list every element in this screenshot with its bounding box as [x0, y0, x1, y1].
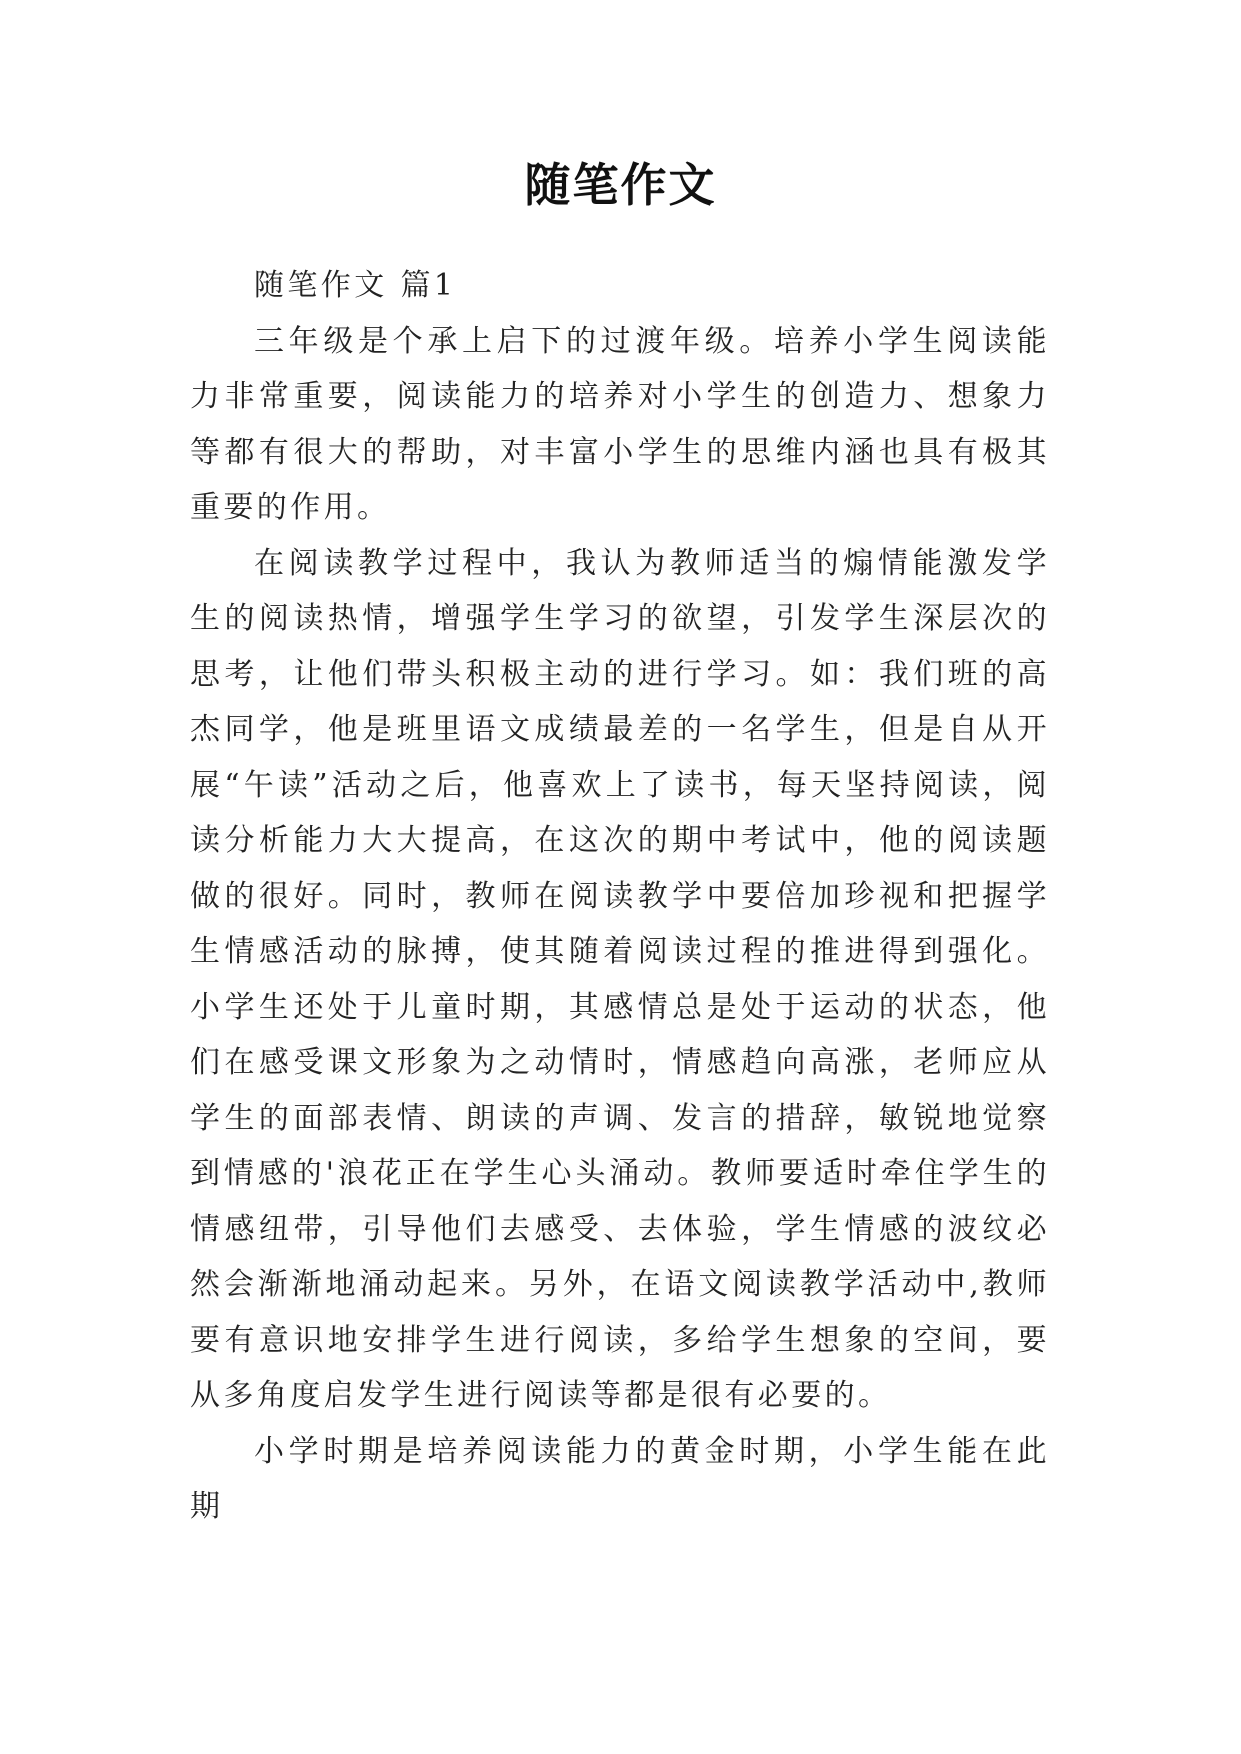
- document-title: 随笔作文: [524, 158, 717, 212]
- paragraph: 在阅读教学过程中，我认为教师适当的煽情能激发学生的阅读热情，增强学生学习的欲望，引发学生深层次的思考，让他们带头积极主动的进行学习。如：我们班的高杰同学，他是班里语文成绩最差的一名学生，但是自从开展“午读”活动之后，他喜欢上了读书，每天坚持阅读，阅读分析能力大大提高，在这次的期中考试中，他的阅读题做的很好。同时，教师在阅读教学中要倍加珍视和把握学生情感活动的脉搏，使其随着阅读过程的推进得到强化。小学生还处于儿童时期，其感情总是处于运动的状态，他们在感受课文形象为之动情时，情感趋向高涨，老师应从学生的面部表情、朗读的声调、发言的措辞，敏锐地觉察到情感的'浪花正在学生心头涌动。教师要适时牵住学生的情感纽带，引导他们去感受、去体验，学生情感的波纹必然会渐渐地涌动起来。另外，在语文阅读教学活动中,教师要有意识地安排学生进行阅读，多给学生想象的空间，要从多角度启发学生进行阅读等都是很有必要的。: [190, 545, 1050, 1413]
- paragraph: 三年级是个承上启下的过渡年级。培养小学生阅读能力非常重要，阅读能力的培养对小学生的创造力、想象力等都有很大的帮助，对丰富小学生的思维内涵也具有极其重要的作用。: [190, 323, 1050, 525]
- document-body: [190, 258, 1050, 1535]
- paragraph: 小学时期是培养阅读能力的黄金时期，小学生能在此期: [190, 1433, 1050, 1524]
- section-heading: 随笔作文 篇1: [254, 268, 457, 303]
